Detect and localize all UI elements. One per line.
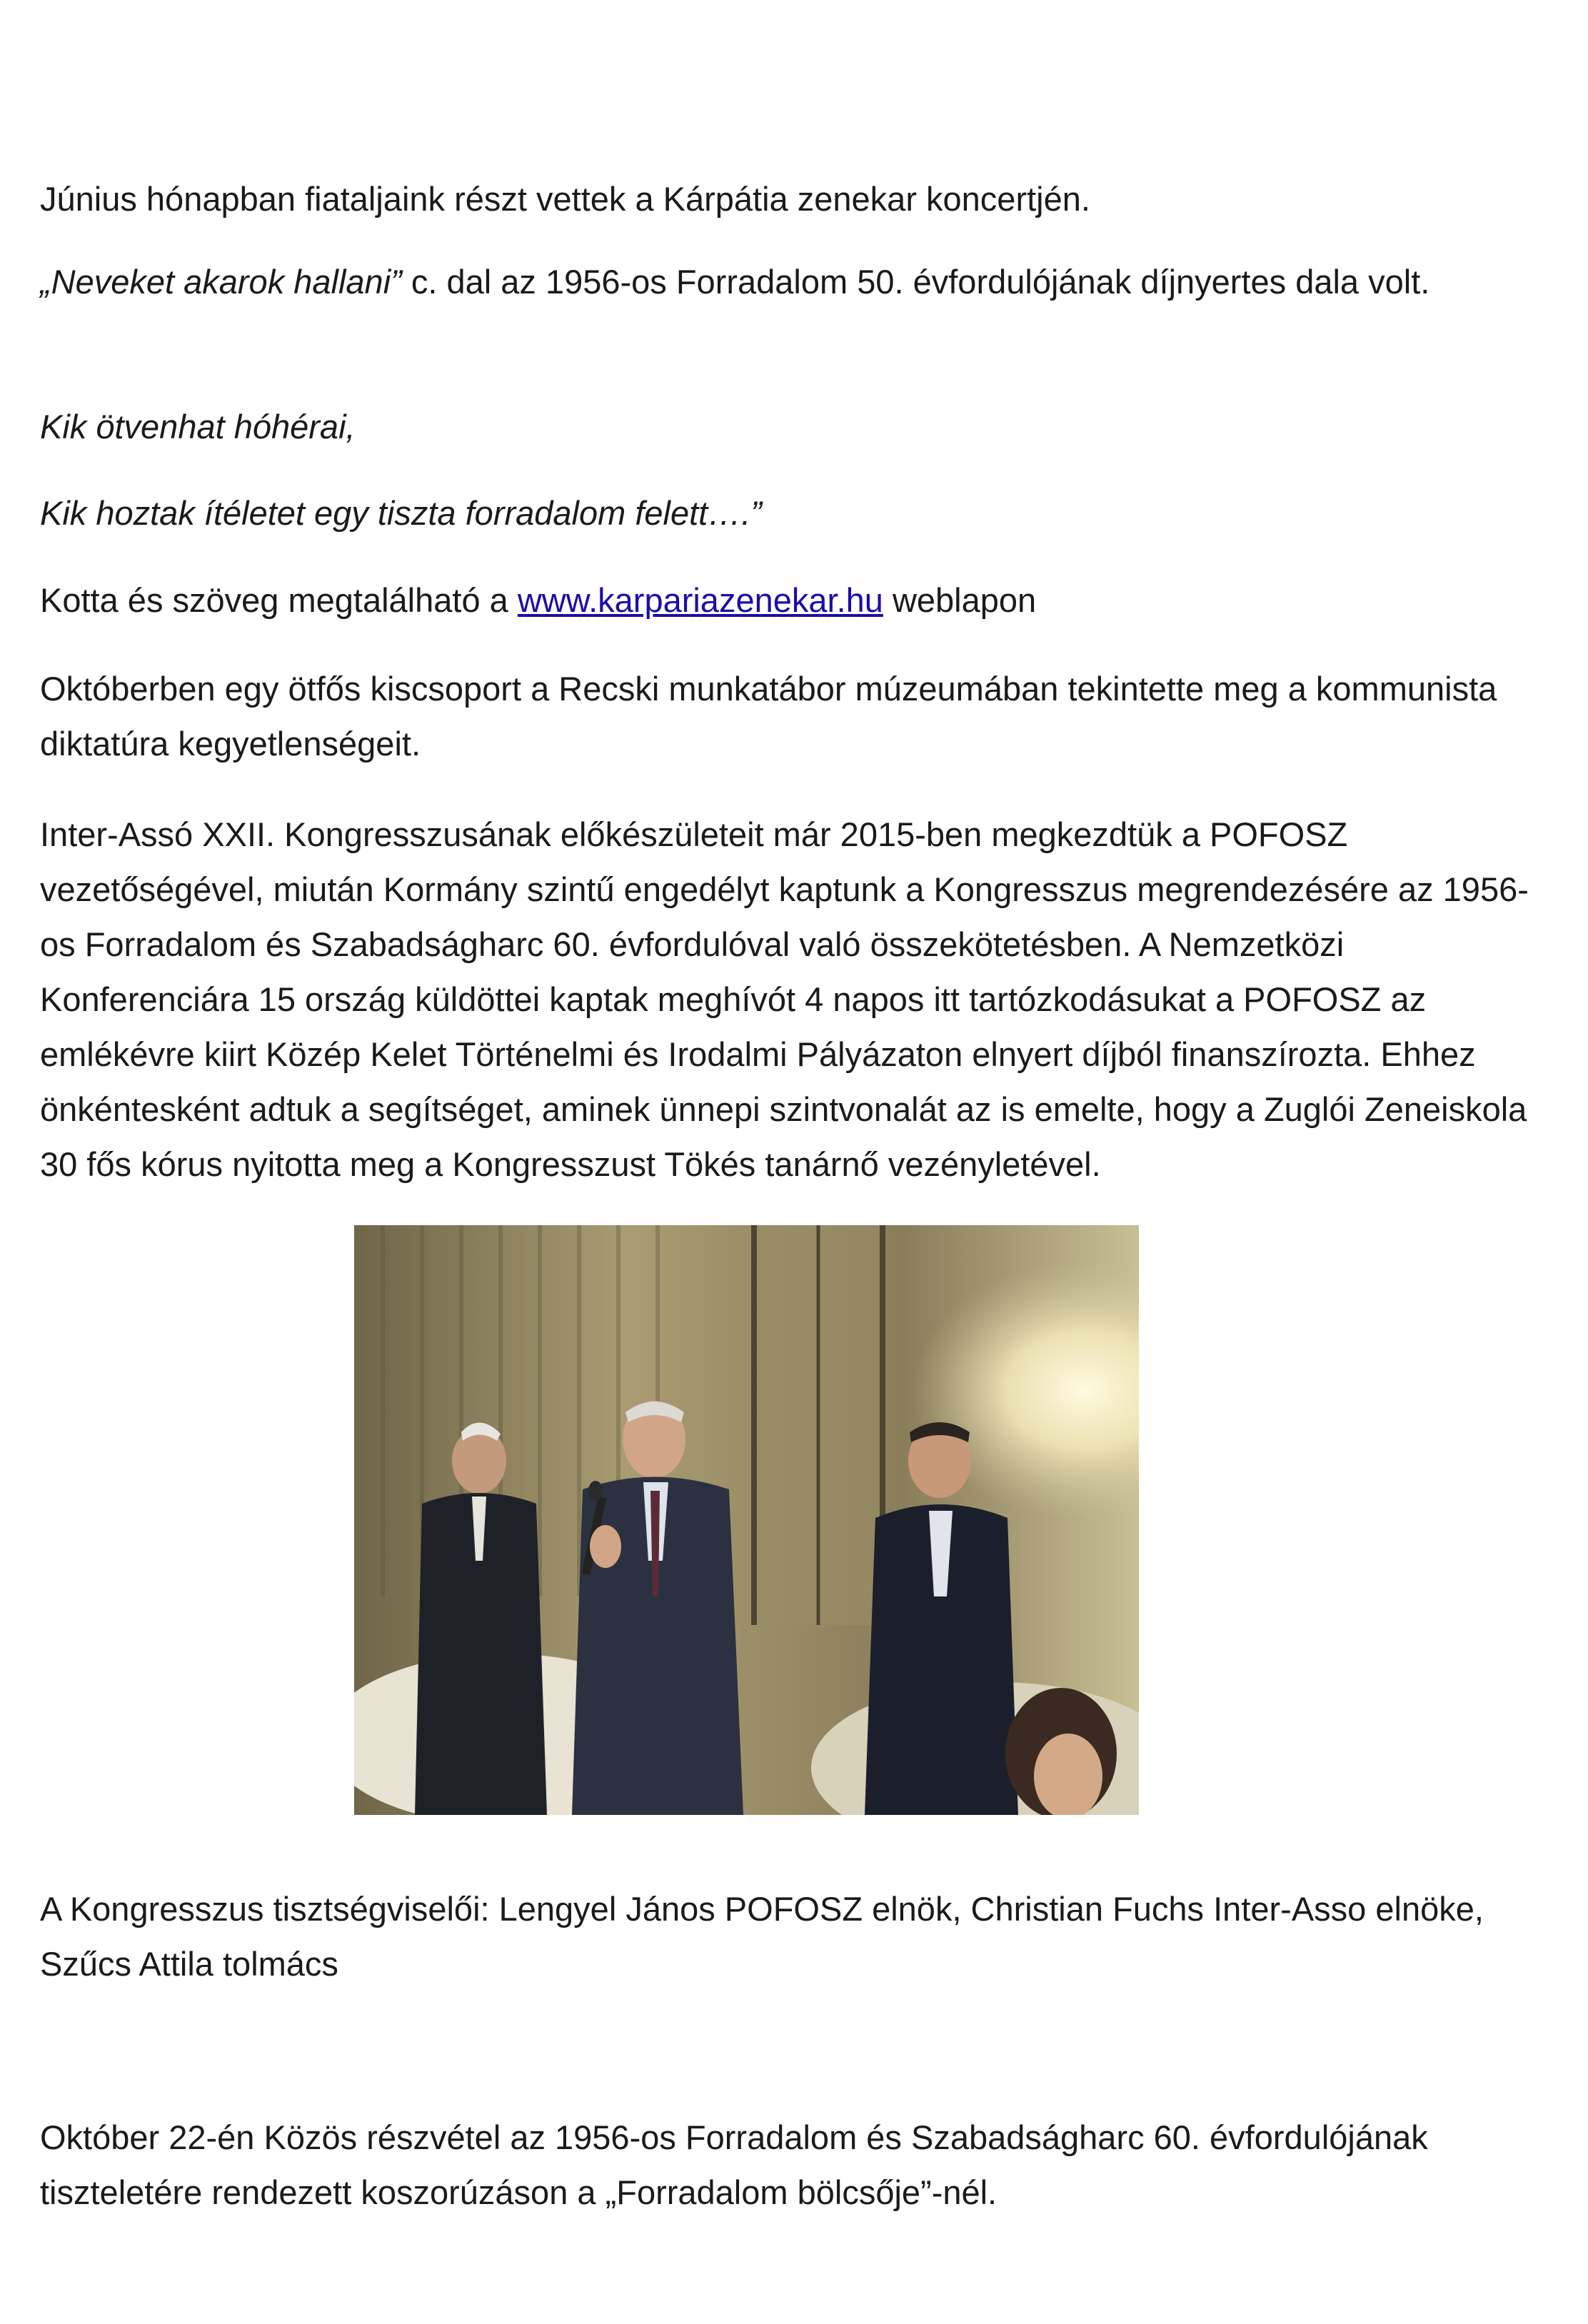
lyric-line-1: Kik ötvenhat hóhérai, (40, 408, 356, 446)
paragraph-sheet-music (40, 573, 1547, 628)
lyric-line-2: Kik hoztak ítéletet egy tiszta forradalom felett….” (40, 494, 762, 532)
paragraph-karpatia-concert: Június hónapban fiataljaink részt vettek a Kárpátia zenekar koncertjén. (40, 180, 1090, 218)
photo-caption: A Kongresszus tisztségviselői: Lengyel János POFOSZ elnök, Christian Fuchs Inter-Asso elnöke, Szűcs Attila tolmács (40, 1890, 1484, 1983)
song-description: c. dal az 1956-os Forradalom 50. évfordulójának díjnyertes dala volt. (401, 263, 1430, 301)
paragraph-recsk-visit: Októberben egy ötfős kiscsoport a Recski munkatábor múzeumában tekintette meg a kommunista diktatúra kegyetlenségeit. (40, 670, 1497, 763)
sheet-music-text: Kotta és szöveg megtalálható a (40, 581, 518, 619)
karpatia-website-link[interactable]: www.karpariazenekar.hu (517, 581, 883, 619)
paragraph-inter-asso-congress: Inter-Assó XXII. Kongresszusának előkészületeit már 2015-ben megkezdtük a POFOSZ vezetőségével, miután Kormány szintű engedélyt kaptunk a Kongresszus megrendezésére az 1956-os Forradalom és Szabadságharc 60. évfordulóval való összekötetésben. A Nemzetközi Konferenciára 15 ország küldöttei kaptak meghívót 4 napos itt tartózkodásukat a POFOSZ az emlékévre kiirt Közép Kelet Történelmi és Irodalmi Pályázaton elnyert díjból finanszírozta. Ehhez önkéntesként adtuk a segítséget, aminek ünnepi szintvonalát az is emelte, hogy a Zuglói Zeneiskola 30 fős kórus nyitotta meg a Kongresszust Tökés tanárnő vezényletével. (40, 815, 1529, 1183)
song-title-italic: „Neveket akarok hallani” (40, 263, 402, 301)
congress-officials-photo (354, 1225, 1139, 1815)
paragraph-wreath-ceremony: Október 22-én Közös részvétel az 1956-os Forradalom és Szabadságharc 60. évfordulójának tiszteletére rendezett koszorúzáson a „Forradalom bölcsője”-nél. (40, 2118, 1428, 2211)
paragraph-song-title (40, 254, 1547, 309)
sheet-music-suffix: weblapon (883, 581, 1037, 619)
